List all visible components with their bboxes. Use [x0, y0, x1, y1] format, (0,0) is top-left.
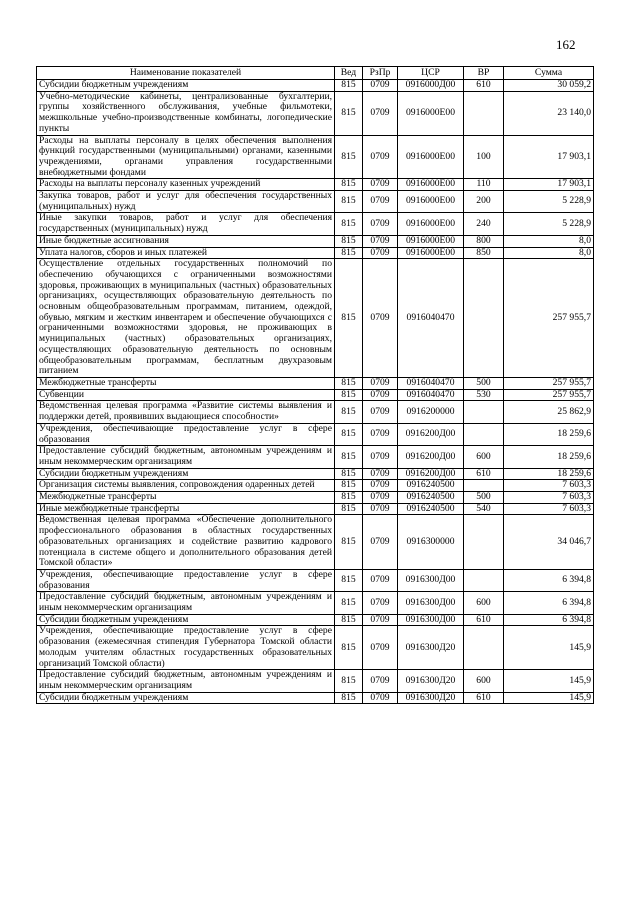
cell-sum: 5 228,9	[504, 191, 594, 213]
table-row	[37, 91, 594, 135]
cell-rzpr: 0709	[363, 247, 398, 259]
cell-csr: 0916040470	[398, 259, 464, 378]
cell-name: Субсидии бюджетным учреждениям	[37, 614, 335, 626]
cell-name: Субсидии бюджетным учреждениям	[37, 468, 335, 480]
cell-sum: 25 862,9	[504, 401, 594, 423]
header-vr: ВР	[464, 67, 504, 80]
table-row	[37, 480, 594, 492]
cell-name: Ведомственная целевая программа «Развитие системы выявления и поддержки детей, проявивших выдающиеся способности»	[37, 401, 335, 423]
cell-vr: 610	[464, 692, 504, 704]
cell-csr: 0916300Д20	[398, 670, 464, 692]
cell-name: Учреждения, обеспечивающие предоставление услуг в сфере образования	[37, 569, 335, 591]
cell-vr: 610	[464, 614, 504, 626]
cell-csr: 0916240500	[398, 503, 464, 515]
table-row	[37, 213, 594, 235]
cell-csr: 0916000Е00	[398, 235, 464, 247]
cell-csr: 0916000Е00	[398, 91, 464, 135]
cell-sum: 6 394,8	[504, 614, 594, 626]
cell-vr: 600	[464, 670, 504, 692]
cell-vr: 110	[464, 179, 504, 191]
cell-csr: 0916200Д00	[398, 468, 464, 480]
cell-rzpr: 0709	[363, 179, 398, 191]
cell-ved: 815	[335, 377, 363, 389]
cell-name: Субсидии бюджетным учреждениям	[37, 692, 335, 704]
cell-name: Учреждения, обеспечивающие предоставление услуг в сфере образования (ежемесячная стипендия Губернатора Томской области молодым учителям областных государственных образовательных организаций Томской области)	[37, 626, 335, 670]
cell-name: Предоставление субсидий бюджетным, автономным учреждениям и иным некоммерческим организациям	[37, 592, 335, 614]
cell-vr: 100	[464, 135, 504, 179]
cell-sum: 8,0	[504, 247, 594, 259]
cell-ved: 815	[335, 626, 363, 670]
cell-csr: 0916300Д20	[398, 692, 464, 704]
cell-csr: 0916300Д00	[398, 614, 464, 626]
cell-name: Иные закупки товаров, работ и услуг для обеспечения государственных (муниципальных) нужд	[37, 213, 335, 235]
table-row	[37, 492, 594, 504]
table-row	[37, 626, 594, 670]
cell-rzpr: 0709	[363, 135, 398, 179]
cell-ved: 815	[335, 592, 363, 614]
cell-sum: 257 955,7	[504, 389, 594, 401]
cell-csr: 0916200Д00	[398, 446, 464, 468]
cell-ved: 815	[335, 670, 363, 692]
cell-rzpr: 0709	[363, 389, 398, 401]
table-row	[37, 468, 594, 480]
cell-csr: 0916000Е00	[398, 179, 464, 191]
cell-rzpr: 0709	[363, 480, 398, 492]
cell-csr: 0916200000	[398, 401, 464, 423]
header-name: Наименование показателей	[37, 67, 335, 80]
cell-vr: 530	[464, 389, 504, 401]
table-row	[37, 503, 594, 515]
cell-name: Осуществление отдельных государственных полномочий по обеспечению обучающихся с ограниченными возможностями здоровья, проживающих в муниципальных (частных) образовательных организациях, осуществляющих образовательную деятельность по основным общеобразовательным программам, питанием, одеждой, обувью, мягким и жестким инвентарем и обеспечение обучающихся с ограниченными возможностями здоровья, не проживающих в муниципальных (частных) образовательных организациях, осуществляющих образовательную деятельность по основным общеобразовательным программам, бесплатным двухразовым питанием	[37, 259, 335, 378]
cell-rzpr: 0709	[363, 191, 398, 213]
cell-name: Закупка товаров, работ и услуг для обеспечения государственных (муниципальных) нужд	[37, 191, 335, 213]
header-rzpr: РзПр	[363, 67, 398, 80]
cell-vr	[464, 423, 504, 445]
table-row	[37, 135, 594, 179]
cell-rzpr: 0709	[363, 626, 398, 670]
cell-vr: 850	[464, 247, 504, 259]
table-row	[37, 247, 594, 259]
cell-sum: 7 603,3	[504, 503, 594, 515]
cell-rzpr: 0709	[363, 80, 398, 92]
cell-csr: 0916300Д00	[398, 569, 464, 591]
cell-vr	[464, 515, 504, 570]
page-number: 162	[556, 37, 576, 52]
cell-name: Организация системы выявления, сопровождения одаренных детей	[37, 480, 335, 492]
cell-vr: 610	[464, 80, 504, 92]
table-row	[37, 179, 594, 191]
cell-ved: 815	[335, 401, 363, 423]
cell-ved: 815	[335, 259, 363, 378]
cell-ved: 815	[335, 480, 363, 492]
cell-sum: 17 903,1	[504, 179, 594, 191]
table-row	[37, 670, 594, 692]
cell-vr: 610	[464, 468, 504, 480]
cell-ved: 815	[335, 179, 363, 191]
cell-rzpr: 0709	[363, 515, 398, 570]
cell-ved: 815	[335, 135, 363, 179]
cell-vr	[464, 401, 504, 423]
cell-sum: 5 228,9	[504, 213, 594, 235]
cell-vr: 800	[464, 235, 504, 247]
cell-csr: 0916200Д00	[398, 423, 464, 445]
cell-rzpr: 0709	[363, 692, 398, 704]
cell-sum: 145,9	[504, 692, 594, 704]
cell-rzpr: 0709	[363, 213, 398, 235]
cell-rzpr: 0709	[363, 235, 398, 247]
cell-sum: 145,9	[504, 670, 594, 692]
cell-ved: 815	[335, 569, 363, 591]
cell-vr: 500	[464, 377, 504, 389]
cell-csr: 0916000Е00	[398, 213, 464, 235]
cell-ved: 815	[335, 692, 363, 704]
header-sum: Сумма	[504, 67, 594, 80]
cell-sum: 18 259,6	[504, 423, 594, 445]
cell-sum: 257 955,7	[504, 377, 594, 389]
cell-sum: 145,9	[504, 626, 594, 670]
cell-ved: 815	[335, 91, 363, 135]
table-row	[37, 614, 594, 626]
cell-ved: 815	[335, 614, 363, 626]
table-row	[37, 446, 594, 468]
cell-rzpr: 0709	[363, 492, 398, 504]
cell-ved: 815	[335, 515, 363, 570]
cell-rzpr: 0709	[363, 91, 398, 135]
cell-name: Ведомственная целевая программа «Обеспечение дополнительного профессионального образования в областных государственных образовательных организациях и содействие развитию кадрового потенциала в системе общего и дополнительного образования детей Томской области»	[37, 515, 335, 570]
cell-sum: 8,0	[504, 235, 594, 247]
cell-csr: 0916300Д20	[398, 626, 464, 670]
cell-sum: 7 603,3	[504, 492, 594, 504]
cell-rzpr: 0709	[363, 614, 398, 626]
cell-rzpr: 0709	[363, 503, 398, 515]
cell-name: Учреждения, обеспечивающие предоставление услуг в сфере образования	[37, 423, 335, 445]
cell-rzpr: 0709	[363, 423, 398, 445]
table-row	[37, 692, 594, 704]
cell-rzpr: 0709	[363, 569, 398, 591]
cell-csr: 0916300000	[398, 515, 464, 570]
cell-name: Уплата налогов, сборов и иных платежей	[37, 247, 335, 259]
cell-vr: 500	[464, 492, 504, 504]
table-row	[37, 423, 594, 445]
cell-vr: 540	[464, 503, 504, 515]
header-csr: ЦСР	[398, 67, 464, 80]
cell-sum: 6 394,8	[504, 569, 594, 591]
table-row	[37, 389, 594, 401]
cell-csr: 0916040470	[398, 377, 464, 389]
cell-csr: 0916300Д00	[398, 592, 464, 614]
cell-name: Межбюджетные трансферты	[37, 492, 335, 504]
cell-sum: 34 046,7	[504, 515, 594, 570]
cell-vr: 600	[464, 446, 504, 468]
table-row	[37, 515, 594, 570]
cell-ved: 815	[335, 492, 363, 504]
cell-name: Расходы на выплаты персоналу казенных учреждений	[37, 179, 335, 191]
cell-sum: 6 394,8	[504, 592, 594, 614]
cell-sum: 17 903,1	[504, 135, 594, 179]
cell-vr: 600	[464, 592, 504, 614]
cell-csr: 0916240500	[398, 480, 464, 492]
cell-ved: 815	[335, 80, 363, 92]
cell-vr	[464, 480, 504, 492]
table-row	[37, 377, 594, 389]
cell-sum: 7 603,3	[504, 480, 594, 492]
cell-ved: 815	[335, 503, 363, 515]
cell-ved: 815	[335, 389, 363, 401]
cell-ved: 815	[335, 235, 363, 247]
table-row	[37, 80, 594, 92]
cell-ved: 815	[335, 247, 363, 259]
cell-vr: 200	[464, 191, 504, 213]
cell-name: Предоставление субсидий бюджетным, автономным учреждениям и иным некоммерческим организациям	[37, 670, 335, 692]
cell-csr: 0916000Е00	[398, 135, 464, 179]
cell-sum: 18 259,6	[504, 468, 594, 480]
cell-ved: 815	[335, 191, 363, 213]
cell-rzpr: 0709	[363, 446, 398, 468]
cell-name: Учебно-методические кабинеты, централизованные бухгалтерии, группы хозяйственного обслуживания, учебные фильмотеки, межшкольные учебно-производственные комбинаты, логопедические пункты	[37, 91, 335, 135]
table-row	[37, 191, 594, 213]
cell-rzpr: 0709	[363, 468, 398, 480]
cell-csr: 0916240500	[398, 492, 464, 504]
cell-ved: 815	[335, 423, 363, 445]
cell-rzpr: 0709	[363, 592, 398, 614]
cell-rzpr: 0709	[363, 377, 398, 389]
cell-rzpr: 0709	[363, 259, 398, 378]
cell-vr: 240	[464, 213, 504, 235]
table-row	[37, 569, 594, 591]
table-row	[37, 401, 594, 423]
cell-csr: 0916000Д00	[398, 80, 464, 92]
cell-name: Предоставление субсидий бюджетным, автономным учреждениям и иным некоммерческим организациям	[37, 446, 335, 468]
table-row	[37, 235, 594, 247]
cell-rzpr: 0709	[363, 401, 398, 423]
cell-vr	[464, 91, 504, 135]
cell-sum: 23 140,0	[504, 91, 594, 135]
cell-ved: 815	[335, 446, 363, 468]
cell-name: Расходы на выплаты персоналу в целях обеспечения выполнения функций государственными (муниципальными) органами, казенными учреждениями, органами управления государственными внебюджетными фондами	[37, 135, 335, 179]
cell-sum: 18 259,6	[504, 446, 594, 468]
cell-csr: 0916000Е00	[398, 247, 464, 259]
cell-sum: 30 059,2	[504, 80, 594, 92]
cell-name: Иные межбюджетные трансферты	[37, 503, 335, 515]
cell-rzpr: 0709	[363, 670, 398, 692]
cell-name: Субвенции	[37, 389, 335, 401]
cell-name: Межбюджетные трансферты	[37, 377, 335, 389]
cell-vr	[464, 259, 504, 378]
budget-table	[36, 66, 594, 704]
cell-ved: 815	[335, 213, 363, 235]
cell-vr	[464, 569, 504, 591]
table-row	[37, 259, 594, 378]
table-body	[37, 80, 594, 704]
cell-name: Иные бюджетные ассигнования	[37, 235, 335, 247]
cell-ved: 815	[335, 468, 363, 480]
table-row	[37, 592, 594, 614]
header-ved: Вед	[335, 67, 363, 80]
cell-sum: 257 955,7	[504, 259, 594, 378]
table-header-row	[37, 67, 594, 80]
cell-vr	[464, 626, 504, 670]
cell-csr: 0916000Е00	[398, 191, 464, 213]
cell-name: Субсидии бюджетным учреждениям	[37, 80, 335, 92]
cell-csr: 0916040470	[398, 389, 464, 401]
